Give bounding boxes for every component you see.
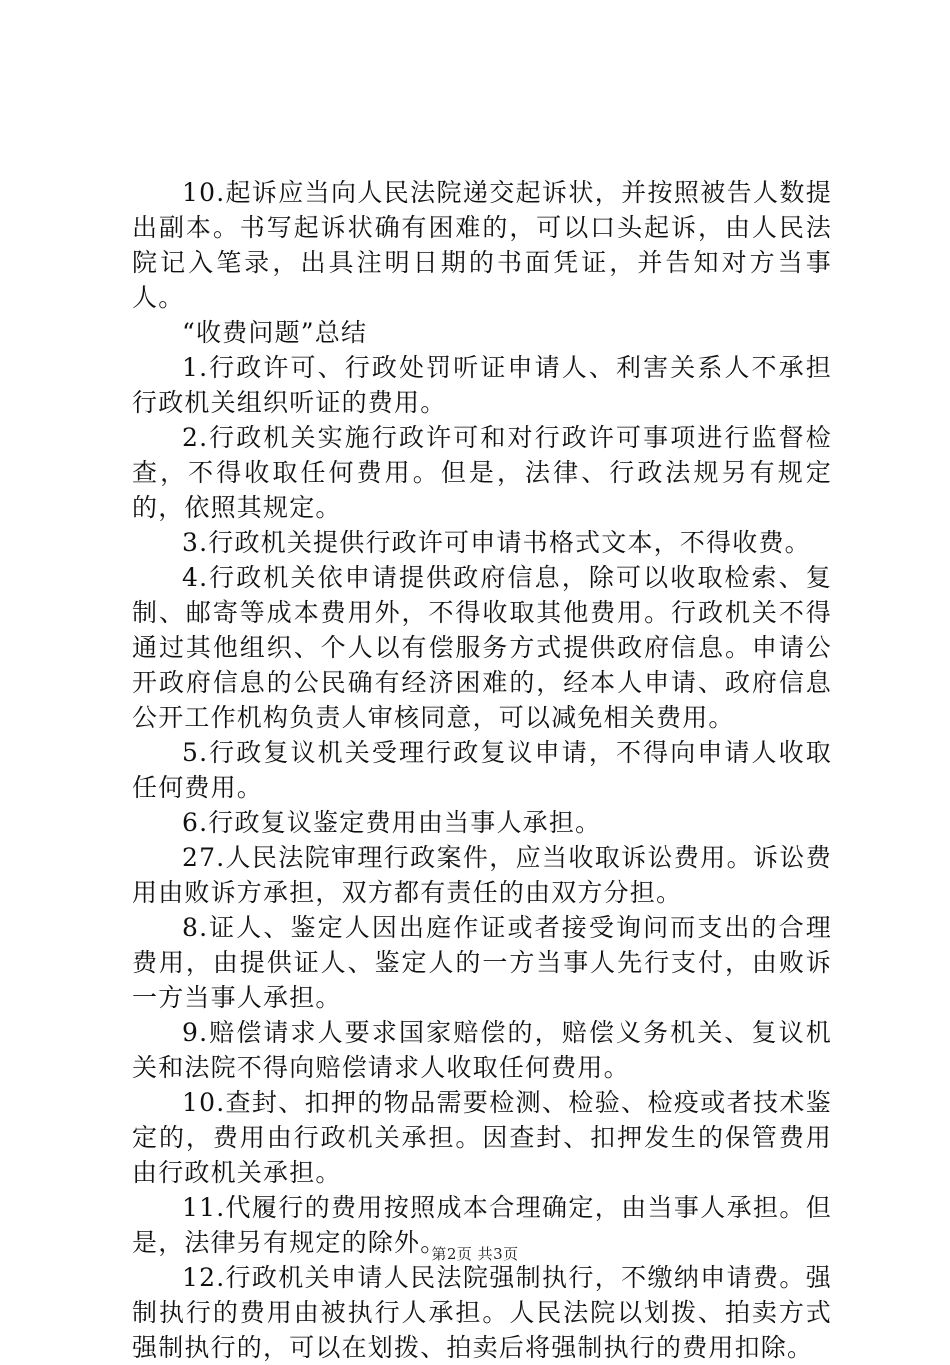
section-heading-fees: “收费问题”总结 <box>182 318 368 347</box>
paragraph-item-4: 4.行政机关依申请提供政府信息，除可以收取检索、复制、邮寄等成本费用外，不得收取其他费用。行政机关不得通过其他组织、个人以有偿服务方式提供政府信息。申请公开政府信息的公民确有经济困难的，经本人申请、政府信息公开工作机构负责人审核同意，可以减免相关费用。 <box>132 563 832 732</box>
paragraph-item-10: 10.查封、扣押的物品需要检测、检验、检疫或者技术鉴定的，费用由行政机关承担。因查封、扣押发生的保管费用由行政机关承担。 <box>132 1088 832 1187</box>
paragraph-item-3: 3.行政机关提供行政许可申请书格式文本，不得收费。 <box>182 528 811 557</box>
paragraph-item-11: 11.代履行的费用按照成本合理确定，由当事人承担。但是，法律另有规定的除外。 <box>132 1193 832 1257</box>
paragraph-item-27: 27.人民法院审理行政案件，应当收取诉讼费用。诉讼费用由败诉方承担，双方都有责任的由双方分担。 <box>132 843 832 907</box>
page-number-label: 第2页 共3页 <box>431 1245 519 1263</box>
paragraph-item-12: 12.行政机关申请人民法院强制执行，不缴纳申请费。强制执行的费用由被执行人承担。人民法院以划拨、拍卖方式强制执行的，可以在划拨、拍卖后将强制执行的费用扣除。 <box>132 1263 832 1362</box>
paragraph-item-5: 5.行政复议机关受理行政复议申请，不得向申请人收取任何费用。 <box>132 738 832 802</box>
paragraph-item-1: 1.行政许可、行政处罚听证申请人、利害关系人不承担行政机关组织听证的费用。 <box>132 353 832 417</box>
paragraph-filing-complaint: 10.起诉应当向人民法院递交起诉状，并按照被告人数提出副本。书写起诉状确有困难的，可以口头起诉，由人民法院记入笔录，出具注明日期的书面凭证，并告知对方当事人。 <box>132 178 832 312</box>
paragraph-item-2: 2.行政机关实施行政许可和对行政许可事项进行监督检查，不得收取任何费用。但是，法律、行政法规另有规定的，依照其规定。 <box>132 423 832 522</box>
paragraph-item-8: 8.证人、鉴定人因出庭作证或者接受询问而支出的合理费用，由提供证人、鉴定人的一方当事人先行支付，由败诉一方当事人承担。 <box>132 913 832 1012</box>
paragraph-item-6: 6.行政复议鉴定费用由当事人承担。 <box>182 808 602 837</box>
document-body <box>132 175 832 1365</box>
page-footer <box>0 1244 950 1264</box>
paragraph-item-9: 9.赔偿请求人要求国家赔偿的，赔偿义务机关、复议机关和法院不得向赔偿请求人收取任何费用。 <box>132 1018 832 1082</box>
